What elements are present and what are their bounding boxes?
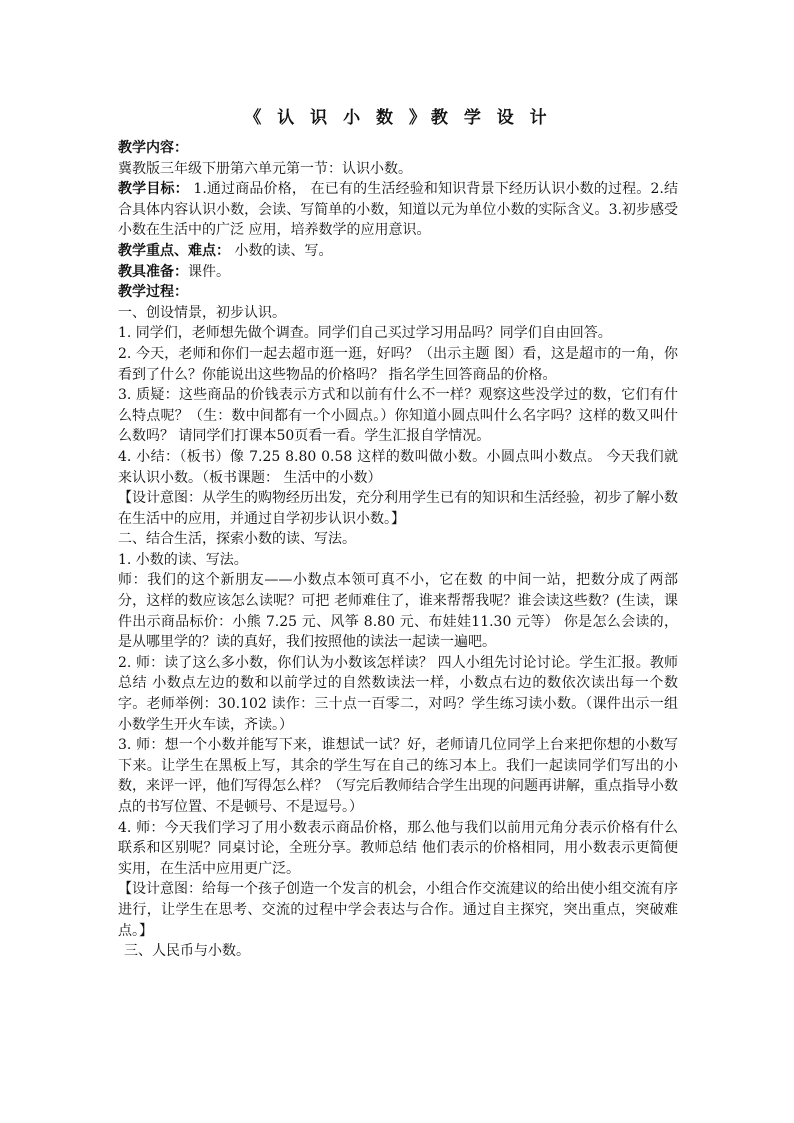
section-1-title: 一、创设情景，初步认识。 (118, 304, 286, 321)
section-1-item-4: 4. 小结：（板书）像 7.25 8.80 0.58 这样的数叫做小数。小圆点叫小数点。 今天我们就来认识小数。（板书课题： 生活中的小数） (118, 448, 678, 486)
key-label: 教学重点、难点： (118, 242, 230, 259)
key-paragraph (118, 241, 678, 262)
tools-paragraph (118, 262, 678, 283)
goals-text: 1.通过商品价格， 在已有的生活经验和知识背景下经历认识小数的过程。2.结合具体内容认识小数，会读、写简单的小数，知道以元为单位小数的实际含义。3.初步感受小数在生活中的广泛 应用，培养数学的应用意识。 (118, 181, 678, 239)
tools-label: 教具准备： (118, 263, 188, 280)
section-2-item-2: 2. 师：读了这么多小数，你们认为小数该怎样读？ 四人小组先讨论讨论。学生汇报。教师总结 小数点左边的数和以前学过的自然数读法一样，小数点右边的数依次读出每一个数字。老师举例：30.102 读作：三十点一百零二，对吗？学生练习读小数。（课件出示一组小数学生开火车读，齐读。） (118, 654, 678, 733)
section-2-item-3: 3. 师：想一个小数并能写下来，谁想试一试？好，老师请几位同学上台来把你想的小数写下来。让学生在黑板上写，其余的学生写在自己的练习本上。我们一起读同学们写出的小数，来评一评，他们写得怎么样？（写完后教师结合学生出现的问题再讲解，重点指导小数点的书写位置、不是顿号、不是逗号。） (118, 737, 678, 815)
section-2-design-intent: 【设计意图：给每一个孩子创造一个发言的机会，小组合作交流建议的给出使小组交流有序进行，让学生在思考、交流的过程中学会表达与合作。通过自主探究，突出重点，突破难点。】 (118, 881, 678, 939)
section-2-subtitle-1: 1. 小数的读、写法。 (118, 551, 248, 568)
section-3-title: 三、人民币与小数。 (124, 943, 250, 960)
key-text: 小数的读、写。 (230, 242, 333, 259)
goals-paragraph (118, 179, 678, 241)
section-2-title: 二、结合生活，探索小数的读、写法。 (118, 531, 356, 548)
document-title: 《 认 识 小 数 》教 学 设 计 (244, 108, 552, 128)
process-heading: 教学过程： (118, 284, 188, 301)
content-text: 冀教版三年级下册第六单元第一节：认识小数。 (118, 160, 412, 177)
content-heading: 教学内容： (118, 140, 188, 156)
section-2-item-1: 师：我们的这个新朋友——小数点本领可真不小，它在数 的中间一站，把数分成了两部分，这样的数应该怎么读呢？可把 老师难住了，谁来帮帮我呢？谁会读这些数？(生读，课件出示商品标价：小熊 7.25 元、风筝 8.80 元、布娃娃11.30 元等） 你是怎么会读的，是从哪里学的？读的真好，我们按照他的读法一起读一遍吧。 (118, 572, 678, 651)
goals-label: 教学目标： (118, 181, 189, 198)
section-1-design-intent: 【设计意图：从学生的购物经历出发，充分利用学生已有的知识和生活经验，初步了解小数在生活中的应用，并通过自学初步认识小数。】 (118, 490, 678, 527)
section-2-item-4: 4. 师：今天我们学习了用小数表示商品价格，那么他与我们以前用元角分表示价格有什么联系和区别呢？同桌讨论，全班分享。教师总结 他们表示的价格相同，用小数表示更简便实用，在生活中应用更广泛。 (118, 819, 678, 877)
section-1-item-1: 1. 同学们，老师想先做个调查。同学们自己买过学习用品吗？同学们自由回答。 (118, 325, 612, 342)
document-page (118, 106, 678, 962)
tools-text: 课件。 (188, 263, 230, 280)
section-1-item-2: 2. 今天，老师和你们一起去超市逛一逛，好吗？（出示主题 图）看，这是超市的一角，你看到了什么？你能说出这些物品的价格吗？ 指名学生回答商品的价格。 (118, 345, 678, 383)
section-1-item-3: 3. 质疑：这些商品的价钱表示方式和以前有什么不一样？观察这些没学过的数，它们有什么特点呢？（生：数中间都有一个小圆点。）你知道小圆点叫什么名字吗？这样的数又叫什么数吗？ 请同学们打课本50页看一看。学生汇报自学情况。 (118, 387, 678, 445)
